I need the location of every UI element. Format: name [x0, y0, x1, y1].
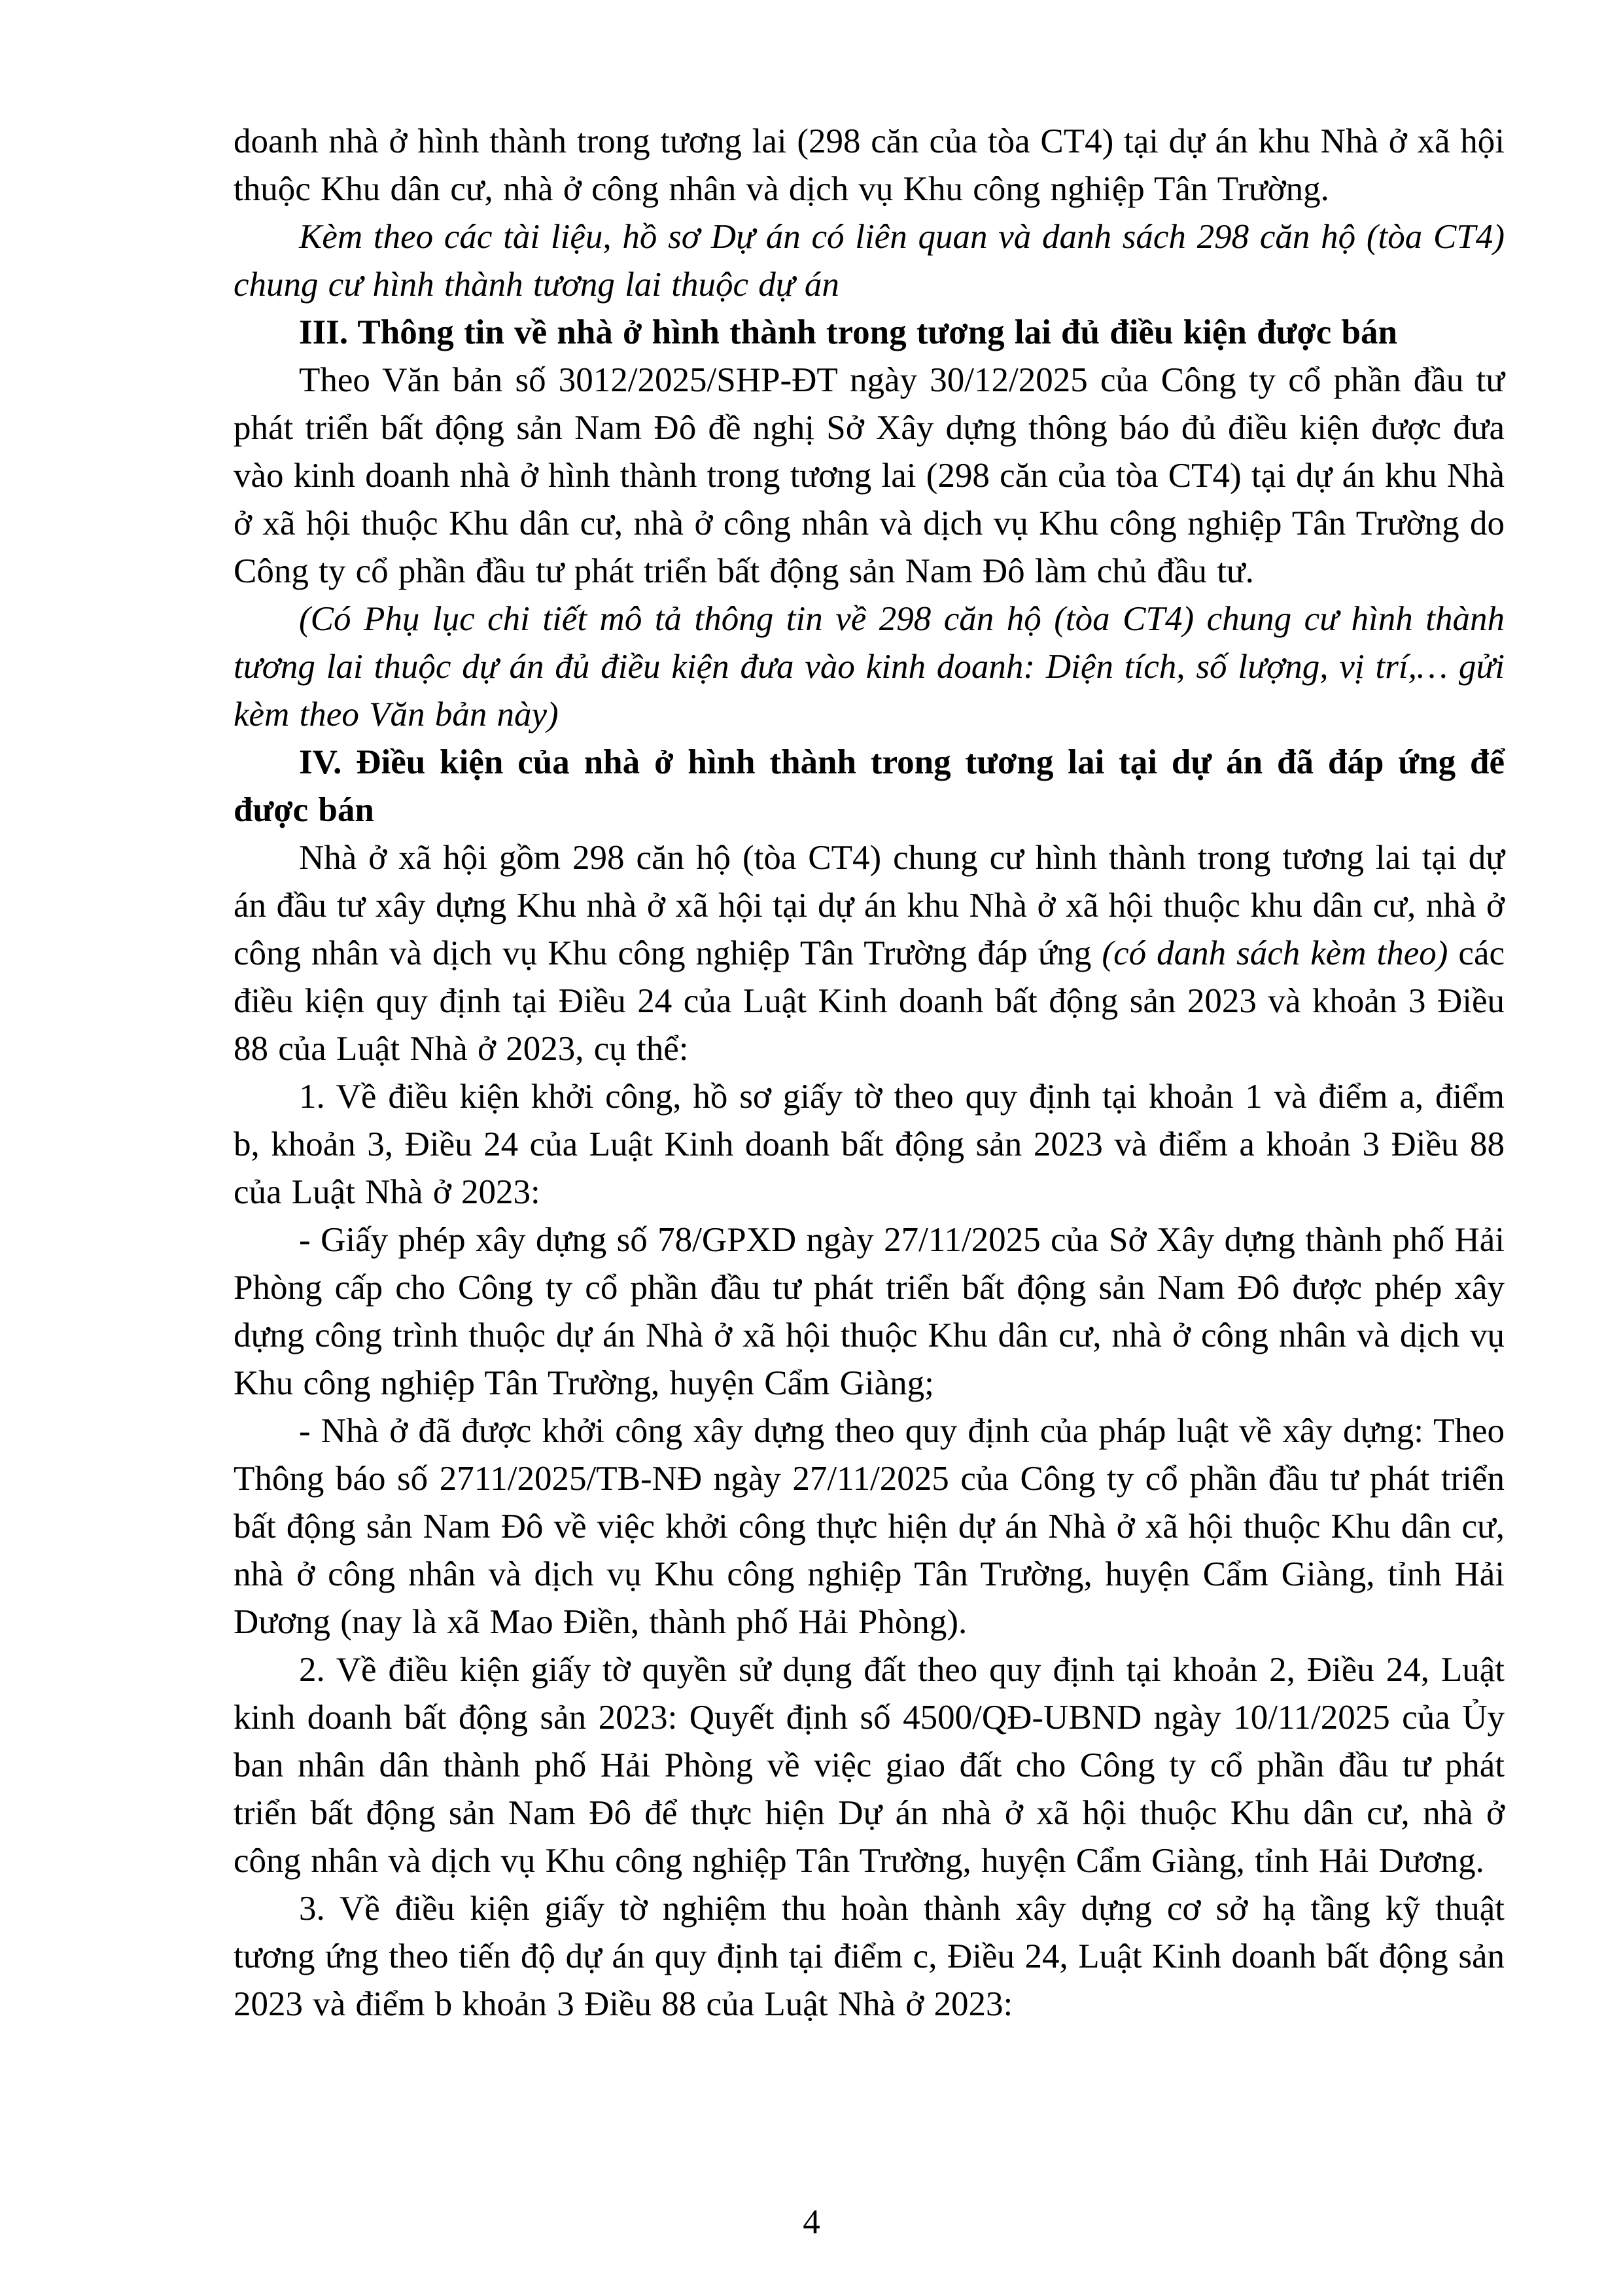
text-run: 2. Về điều kiện giấy tờ quyền sử dụng đất theo quy định tại khoản 2, Điều 24, Luật kinh doanh bất động sản 2023: Quyết định số 4500/QĐ-UBND ngày 10/11/2025 của Ủy ban nhân dân thành phố Hải Phòng về việc giao đất cho Công ty cổ phần đầu tư phát triển bất động sản Nam Đô để thực hiện Dự án nhà ở xã hội thuộc Khu dân cư, nhà ở công nhân và dịch vụ Khu công nghiệp Tân Trường, huyện Cẩm Giàng, tỉnh Hải Dương. [234, 1651, 1505, 1880]
text-run: - Nhà ở đã được khởi công xây dựng theo quy định của pháp luật về xây dựng: Theo Thông báo số 2711/2025/TB-NĐ ngày 27/11/2025 của Công ty cổ phần đầu tư phát triển bất động sản Nam Đô về việc khởi công thực hiện dự án Nhà ở xã hội thuộc Khu dân cư, nhà ở công nhân và dịch vụ Khu công nghiệp Tân Trường, huyện Cẩm Giàng, tỉnh Hải Dương (nay là xã Mao Điền, thành phố Hải Phòng). [234, 1412, 1505, 1641]
para-nha-o-xa-hoi-298-can [234, 834, 1505, 1073]
page-number: 4 [803, 2203, 820, 2241]
document-body [234, 118, 1505, 2028]
text-run: Nhà ở xã hội gồm 298 căn hộ (tòa CT4) chung cư hình thành trong tương lai tại dự án đầu tư xây dựng Khu nhà ở xã hội tại dự án khu Nhà ở xã hội thuộc khu dân cư, nhà ở công nhân và dịch vụ Khu công nghiệp Tân Trường đáp ứng [234, 839, 1505, 972]
text-run: các điều kiện quy định tại Điều 24 của Luật Kinh doanh bất động sản 2023 và khoản 3 Điều 88 của Luật Nhà ở 2023, cụ thể: [234, 934, 1505, 1068]
para-dieu-kien-3-nghiem-thu [234, 1885, 1505, 2028]
para-nha-o-da-khoi-cong [234, 1407, 1505, 1646]
text-run: - Giấy phép xây dựng số 78/GPXD ngày 27/11/2025 của Sở Xây dựng thành phố Hải Phòng cấp cho Công ty cổ phần đầu tư phát triển bất động sản Nam Đô được phép xây dựng công trình thuộc dự án Nhà ở xã hội thuộc Khu dân cư, nhà ở công nhân và dịch vụ Khu công nghiệp Tân Trường, huyện Cẩm Giàng; [234, 1221, 1505, 1402]
para-dieu-kien-2-quyen-su-dung-dat [234, 1646, 1505, 1885]
text-run: Kèm theo các tài liệu, hồ sơ Dự án có liên quan và danh sách 298 căn hộ (tòa CT4) chung cư hình thành tương lai thuộc dự án [234, 218, 1505, 304]
heading-section-iii [234, 309, 1505, 357]
text-run: Theo Văn bản số 3012/2025/SHP-ĐT ngày 30/12/2025 của Công ty cổ phần đầu tư phát triển bất động sản Nam Đô đề nghị Sở Xây dựng thông báo đủ điều kiện được đưa vào kinh doanh nhà ở hình thành trong tương lai (298 căn của tòa CT4) tại dự án khu Nhà ở xã hội thuộc Khu dân cư, nhà ở công nhân và dịch vụ Khu công nghiệp Tân Trường do Công ty cổ phần đầu tư phát triển bất động sản Nam Đô làm chủ đầu tư. [234, 361, 1505, 590]
para-theo-van-ban [234, 357, 1505, 595]
para-giay-phep-xay-dung [234, 1216, 1505, 1407]
text-run: (Có Phụ lục chi tiết mô tả thông tin về 298 căn hộ (tòa CT4) chung cư hình thành tương lai thuộc dự án đủ điều kiện đưa vào kinh doanh: Diện tích, số lượng, vị trí,… gửi kèm theo Văn bản này) [234, 600, 1505, 733]
text-run: (có danh sách kèm theo) [1102, 934, 1448, 972]
text-run: 1. Về điều kiện khởi công, hồ sơ giấy tờ theo quy định tại khoản 1 và điểm a, điểm b, khoản 3, Điều 24 của Luật Kinh doanh bất động sản 2023 và điểm a khoản 3 Điều 88 của Luật Nhà ở 2023: [234, 1078, 1505, 1211]
para-kem-theo-tai-lieu [234, 213, 1505, 309]
heading-section-iv [234, 739, 1505, 834]
para-dieu-kien-1-khoi-cong [234, 1073, 1505, 1216]
para-phu-luc-chi-tiet [234, 595, 1505, 739]
text-run: 3. Về điều kiện giấy tờ nghiệm thu hoàn thành xây dựng cơ sở hạ tầng kỹ thuật tương ứng theo tiến độ dự án quy định tại điểm c, Điều 24, Luật Kinh doanh bất động sản 2023 và điểm b khoản 3 Điều 88 của Luật Nhà ở 2023: [234, 1890, 1505, 2023]
para-continuation-kinh-doanh [234, 118, 1505, 213]
text-run: IV. Điều kiện của nhà ở hình thành trong tương lai tại dự án đã đáp ứng để được bán [234, 743, 1505, 829]
text-run: doanh nhà ở hình thành trong tương lai (298 căn của tòa CT4) tại dự án khu Nhà ở xã hội thuộc Khu dân cư, nhà ở công nhân và dịch vụ Khu công nghiệp Tân Trường. [234, 122, 1505, 208]
text-run: III. Thông tin về nhà ở hình thành trong tương lai đủ điều kiện được bán [299, 313, 1398, 351]
